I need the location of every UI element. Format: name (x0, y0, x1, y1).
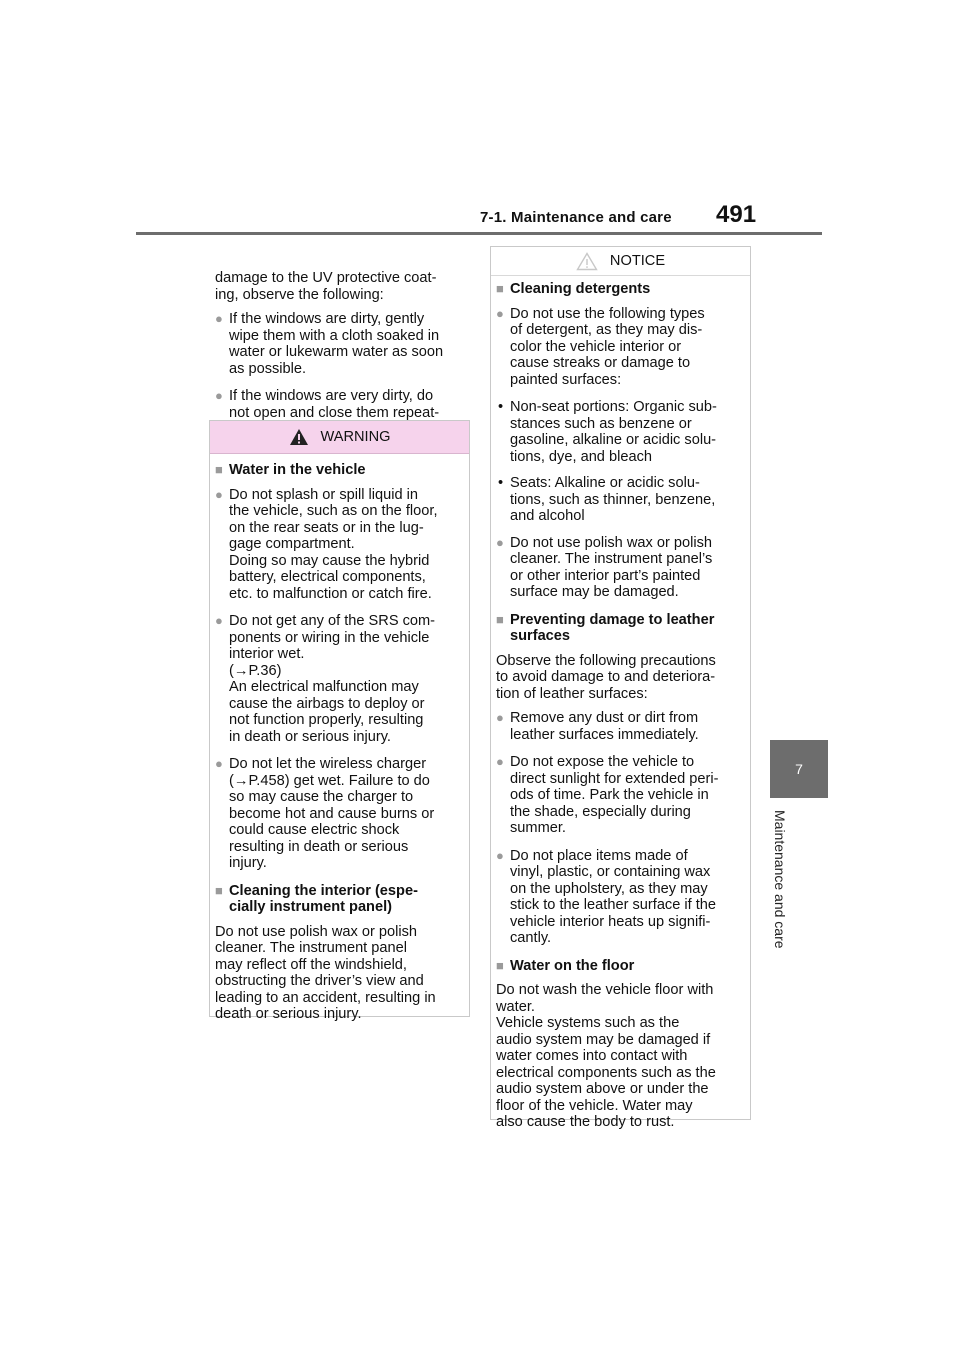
notice-header (491, 247, 750, 276)
text-line: cause the airbags to deploy or (229, 695, 425, 712)
text-line: and alcohol (510, 508, 585, 524)
paragraph (215, 924, 464, 1023)
dash-bullet-icon: • (498, 399, 504, 415)
list-item (215, 487, 464, 603)
list-item (496, 710, 745, 743)
text-line: cantly. (510, 930, 552, 946)
text-line: Doing so may cause the hybrid (229, 552, 430, 569)
bullet-icon: ● (496, 305, 504, 321)
text-line: painted surfaces: (510, 371, 622, 388)
text-line: wipe them with a cloth soaked in (229, 327, 440, 344)
text-line: An electrical malfunction may (229, 679, 419, 695)
text-line: surface may be damaged. (510, 584, 679, 600)
text-line: gasoline, alkaline or acidic solu- (510, 432, 717, 448)
subheading (215, 462, 464, 479)
list-item (496, 535, 745, 601)
chapter-label: Maintenance and care (772, 810, 788, 949)
square-bullet-icon: ■ (496, 281, 504, 296)
text-line: ods of time. Park the vehicle in (510, 787, 709, 803)
list-item (496, 754, 745, 837)
text-line: injury. (229, 855, 267, 871)
square-bullet-icon: ■ (215, 882, 223, 898)
text-line: water. (496, 998, 535, 1015)
text-line: on the upholstery, as they may (510, 880, 708, 897)
text-line: direct sunlight for extended peri- (510, 770, 719, 787)
bullet-icon: ● (215, 486, 223, 502)
bullet-icon: ● (496, 754, 504, 769)
text-line: also cause the body to rust. (496, 1114, 675, 1130)
text-line: battery, electrical components, (229, 569, 426, 585)
warning-box (209, 420, 470, 1022)
text-line: Seats: Alkaline or acidic solu- (510, 475, 700, 491)
text-line: gage compartment. (229, 536, 355, 552)
text-line: obstructing the driver’s view and (215, 973, 424, 989)
text-line: Do not use the following types (510, 305, 705, 322)
text-line: leather surfaces immediately. (510, 726, 699, 743)
notice-body (491, 276, 750, 1131)
bullet-icon: ● (496, 710, 504, 725)
dash-bullet-icon: • (498, 475, 504, 491)
text-line: not open and close them repeat- (229, 404, 440, 421)
text-line: Do not get any of the SRS com- (229, 613, 436, 629)
warning-title: WARNING (320, 429, 391, 445)
text-line: to avoid damage to and deteriora- (496, 669, 716, 685)
text-line: Non-seat portions: Organic sub- (510, 399, 717, 415)
text-line: as possible. (229, 360, 307, 377)
chapter-number: 7 (795, 761, 803, 777)
square-bullet-icon: ■ (496, 957, 504, 973)
text-line: Do not let the wireless charger (229, 756, 427, 772)
text-line: on the rear seats or in the lug- (229, 519, 424, 536)
text-line: stances such as benzene or (510, 415, 692, 432)
paragraph (496, 653, 745, 703)
text-line: tions, dye, and bleach (510, 448, 652, 465)
text-line: Water in the vehicle (229, 462, 366, 478)
text-line: tions, such as thinner, benzene, (510, 491, 716, 508)
list-item (496, 848, 745, 947)
text-line: or other interior part’s painted (510, 567, 701, 584)
text-line: become hot and cause burns or (229, 805, 435, 822)
text-line: Do not use polish wax or polish (510, 534, 712, 551)
bullet-icon: ● (215, 311, 223, 326)
list-item (496, 475, 745, 525)
text-line: vinyl, plastic, or containing wax (510, 864, 711, 880)
bullet-icon: ● (215, 613, 223, 628)
text-line: etc. to malfunction or catch fire. (229, 585, 432, 602)
text-line: in death or serious injury. (229, 728, 391, 745)
header-rule (136, 232, 822, 235)
square-bullet-icon: ■ (496, 611, 504, 627)
text-line: Vehicle systems such as the (496, 1015, 680, 1031)
text-line: interior wet. (229, 646, 305, 662)
intro-paragraph (215, 270, 465, 303)
text-line: ponents or wiring in the vehicle (229, 629, 430, 646)
paragraph (496, 982, 745, 1131)
section-title: 7-1. Maintenance and care (480, 209, 672, 226)
notice-title: NOTICE (609, 253, 666, 269)
subheading (215, 883, 464, 916)
text-line: vehicle interior heats up signifi- (510, 913, 711, 930)
text-line: ing, observe the following: (215, 286, 384, 303)
bullet-icon: ● (215, 388, 223, 403)
warning-triangle-icon (289, 428, 309, 446)
caution-triangle-icon (576, 252, 598, 271)
text-line: audio system may be damaged if (496, 1031, 711, 1048)
text-line: Cleaning the interior (espe- (229, 882, 418, 899)
subheading (496, 281, 745, 298)
text-line: stick to the leather surface if the (510, 897, 717, 913)
text-line: cleaner. The instrument panel’s (510, 551, 713, 567)
text-line: leading to an accident, resulting in (215, 989, 436, 1006)
text-line: cause streaks or damage to (510, 355, 691, 371)
text-line: color the vehicle interior or (510, 338, 682, 355)
list-item (215, 311, 465, 377)
text-line: not function properly, resulting (229, 712, 424, 728)
list-item (215, 756, 464, 872)
bullet-icon: ● (215, 756, 223, 771)
page-reference-link[interactable]: (→P.458) get wet. Failure to do (229, 772, 430, 789)
page-number: 491 (716, 201, 757, 228)
list-item (215, 613, 464, 745)
text-line: floor of the vehicle. Water may (496, 1097, 693, 1114)
text-line: Preventing damage to leather (510, 611, 715, 628)
subheading (496, 612, 745, 645)
text-line: If the windows are dirty, gently (229, 311, 425, 327)
text-line: electrical components such as the (496, 1064, 716, 1081)
text-line: the vehicle, such as on the floor, (229, 503, 438, 519)
text-line: of detergent, as they may dis- (510, 322, 703, 338)
text-line: damage to the UV protective coat- (215, 270, 437, 286)
text-line: Do not place items made of (510, 847, 688, 864)
notice-box (490, 246, 751, 1130)
text-line: the shade, especially during (510, 803, 691, 820)
square-bullet-icon: ■ (215, 462, 223, 477)
text-line: Do not splash or spill liquid in (229, 486, 419, 503)
chapter-tab (770, 740, 828, 798)
text-line: so may cause the charger to (229, 789, 414, 805)
text-line: If the windows are very dirty, do (229, 388, 434, 404)
text-line: may reflect off the windshield, (215, 956, 407, 973)
text-line: audio system above or under the (496, 1081, 709, 1097)
text-line: Do not use polish wax or polish (215, 923, 417, 940)
text-line: Water on the floor (510, 957, 635, 974)
bullet-icon: ● (496, 847, 504, 863)
text-line: Remove any dust or dirt from (510, 710, 699, 726)
bullet-icon: ● (496, 534, 504, 550)
subheading (496, 958, 745, 975)
list-item (496, 306, 745, 389)
text-line: Do not expose the vehicle to (510, 754, 695, 770)
text-line: water or lukewarm water as soon (229, 344, 444, 360)
text-line: summer. (510, 820, 566, 836)
text-line: tion of leather surfaces: (496, 685, 648, 702)
text-line: cially instrument panel) (229, 899, 393, 915)
text-line: Observe the following precautions (496, 652, 716, 669)
page-reference-link[interactable]: (→P.36) (229, 662, 282, 679)
text-line: could cause electric shock (229, 822, 400, 838)
text-line: surfaces (510, 628, 571, 644)
warning-header (210, 421, 469, 454)
text-line: water comes into contact with (496, 1048, 688, 1064)
text-line: resulting in death or serious (229, 838, 409, 855)
text-line: death or serious injury. (215, 1006, 362, 1022)
text-line: Cleaning detergents (510, 281, 651, 297)
text-line: Do not wash the vehicle floor with (496, 982, 714, 998)
warning-body (210, 454, 469, 1023)
list-item (496, 399, 745, 465)
text-line: cleaner. The instrument panel (215, 940, 407, 956)
